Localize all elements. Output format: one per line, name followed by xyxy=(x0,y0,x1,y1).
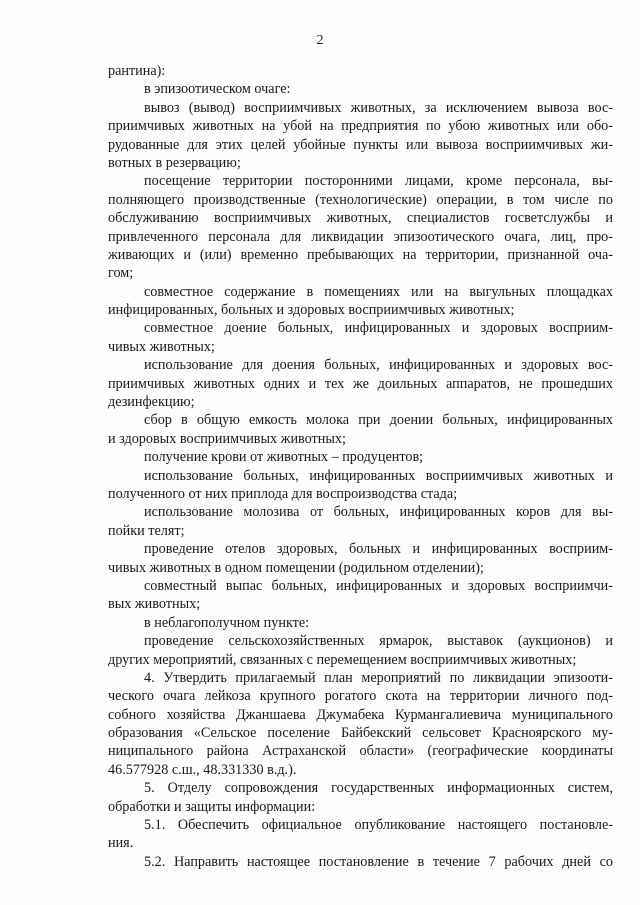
text-line: обслуживанию восприимчивых животных, специалистов госветслужбы и xyxy=(108,210,613,227)
text-line: посещение территории посторонними лицами, кроме персонала, вы- xyxy=(144,173,613,190)
text-line: использование больных, инфицированных восприимчивых животных и xyxy=(144,467,613,484)
text-line: собного хозяйства Джаншаева Джумабека Курмангалиевича муниципального xyxy=(108,706,613,723)
text-line: образования «Сельское поселение Байбекский сельсовет Красноярского му- xyxy=(108,725,613,742)
text-line: 4. Утвердить прилагаемый план мероприятий по ликвидации эпизооти- xyxy=(144,669,613,686)
text-line: рантина): xyxy=(108,63,166,79)
text-line: 5. Отделу сопровождения государственных информационных систем, xyxy=(144,780,613,797)
text-line: живающих и (или) временно пребывающих на территории, признанной оча- xyxy=(108,246,613,263)
text-line: рудованные для этих целей убойные пункты или вывоза восприимчивых жи- xyxy=(108,136,613,153)
page-number: 2 xyxy=(316,33,324,48)
text-line: пойки телят; xyxy=(108,522,185,539)
text-line: 5.1. Обеспечить официальное опубликование настоящего постановле- xyxy=(144,817,613,834)
text-line: проведение сельскохозяйственных ярмарок, выставок (аукционов) и xyxy=(144,633,613,650)
text-line: вотных в резервацию; xyxy=(108,154,241,171)
text-line: совместный выпас больных, инфицированных и здоровых восприимчи- xyxy=(144,577,613,594)
text-line: привлеченного персонала для ликвидации эпизоотического очага, лиц, про- xyxy=(108,228,613,245)
document-body xyxy=(108,62,613,871)
text-line: чивых животных в одном помещении (родильном отделении); xyxy=(108,559,484,576)
text-line: вывоз (вывод) восприимчивых животных, за исключением вывоза вос- xyxy=(144,99,613,116)
text-line: других мероприятий, связанных с перемещением восприимчивых животных; xyxy=(108,651,577,668)
text-line: вых животных; xyxy=(108,596,201,613)
text-line: сбор в общую емкость молока при доении больных, инфицированных xyxy=(144,412,613,429)
text-line: получение крови от животных – продуцентов; xyxy=(144,449,424,466)
text-line: использование для доения больных, инфицированных и здоровых вос- xyxy=(144,357,613,374)
text-line: в неблагополучном пункте: xyxy=(144,614,310,631)
text-line: использование молозива от больных, инфицированных коров для вы- xyxy=(144,504,613,521)
text-line: ниципального района Астраханской области» (географические координаты xyxy=(108,743,613,760)
text-line: ческого очага лейкоза крупного рогатого скота на территории личного под- xyxy=(108,688,613,705)
text-line: совместное содержание в помещениях или на выгульных площадках xyxy=(144,283,613,300)
text-line: чивых животных; xyxy=(108,338,215,355)
text-line: инфицированных, больных и здоровых восприимчивых животных; xyxy=(108,302,515,319)
text-line: приимчивых животных одних и тех же доильных аппаратов, не прошедших xyxy=(108,375,613,392)
text-line: полученного от них приплода для воспроизводства стада; xyxy=(108,485,458,502)
text-line: обработки и защиты информации: xyxy=(108,798,316,815)
text-line: 46.577928 с.ш., 48.331330 в.д.). xyxy=(108,761,297,778)
text-line: совместное доение больных, инфицированных и здоровых восприим- xyxy=(144,320,613,337)
text-line: 5.2. Направить настоящее постановление в течение 7 рабочих дней со xyxy=(144,853,613,870)
text-line: приимчивых животных на убой на предприятия по убою животных или обо- xyxy=(108,118,613,135)
text-line: ния. xyxy=(108,835,134,852)
text-line: проведение отелов здоровых, больных и инфицированных восприим- xyxy=(144,541,613,558)
text-line: дезинфекцию; xyxy=(108,394,195,411)
text-line: полняющего производственные (технологические) операции, в том числе по xyxy=(108,191,613,208)
text-line: в эпизоотическом очаге: xyxy=(144,81,291,98)
text-line: и здоровых восприимчивых животных; xyxy=(108,430,346,447)
text-line: гом; xyxy=(108,265,134,282)
